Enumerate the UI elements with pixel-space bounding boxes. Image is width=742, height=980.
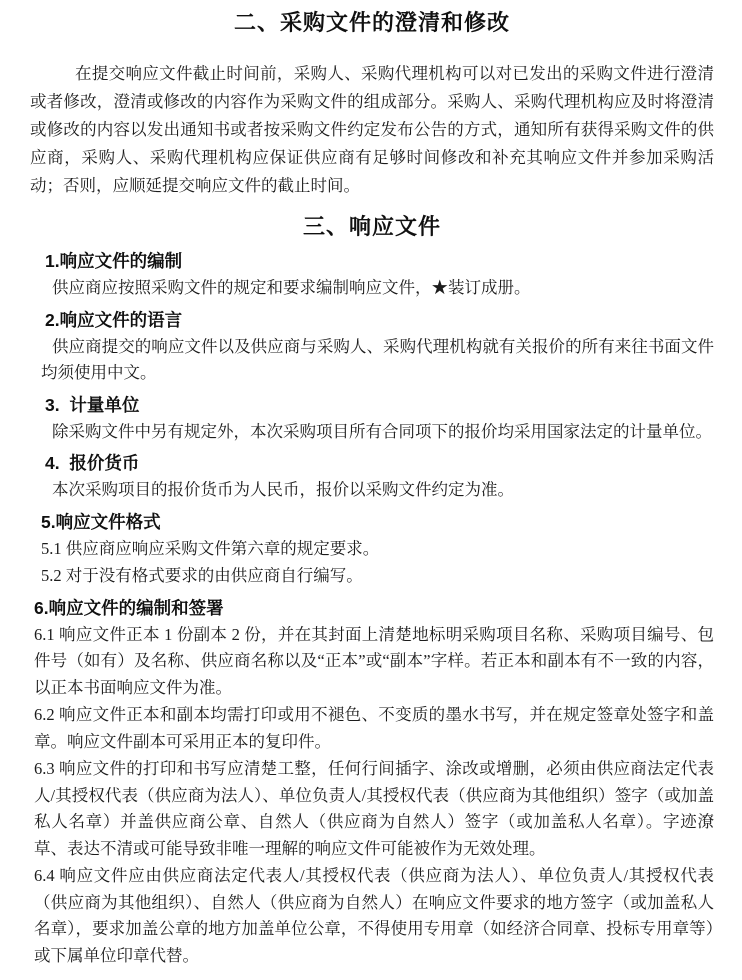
paragraph-4-body: 本次采购项目的报价货币为人民币，报价以采购文件约定为准。 — [52, 480, 514, 499]
section-2-paragraph: 在提交响应文件截止时间前，采购人、采购代理机构可以对已发出的采购文件进行澄清或者修改，澄清或修改的内容作为采购文件的组成部分。采购人、采购代理机构应及时将澄清或修改的内容以发出通知书或者按采购文件约定发布公告的方式，通知所有获得采购文件的供应商，采购人、采购代理机构应保证供应商有足够时间修改和补充其响应文件并参加采购活动；否则，应顺延提交响应文件的截止时间。 — [30, 64, 714, 195]
paragraph-3-body: 除采购文件中另有规定外，本次采购项目所有合同项下的报价均采用国家法定的计量单位。 — [52, 421, 712, 441]
paragraph-1-body: 供应商应按照采购文件的规定和要求编制响应文件，★装订成册。 — [52, 278, 531, 297]
heading-3-measurement-unit: 3. 计量单位 — [45, 394, 140, 415]
clause-6-3: 6.3 响应文件的打印和书写应清楚工整，任何行间插字、涂改或增删，必须由供应商法定代表人/其授权代表（供应商为法人）、单位负责人/其授权代表（供应商为其他组织）签字（或加盖私人名章）并盖供应商公章、自然人（供应商为自然人）签字（或加盖私人名章）。字迹潦草、表达不清或可能导致非唯一理解的响应文件可能被作为无效处理。 — [34, 759, 714, 858]
clause-5-1: 5.1 供应商应响应采购文件第六章的规定要求。 — [41, 538, 380, 558]
heading-1-response-doc-preparation: 1.响应文件的编制 — [45, 251, 183, 271]
heading-2-response-doc-language: 2.响应文件的语言 — [45, 309, 183, 330]
clause-6-4: 6.4 响应文件应由供应商法定代表人/其授权代表（供应商为法人）、单位负责人/其授权代表（供应商为其他组织）、自然人（供应商为自然人）在响应文件要求的地方签字（或加盖私人名章），要求加盖公章的地方加盖单位公章，不得使用专用章（如经济合同章、投标专用章等）或下属单位印章代替。 — [34, 866, 714, 965]
clause-5-2: 5.2 对于没有格式要求的由供应商自行编写。 — [41, 566, 363, 585]
heading-5-response-doc-format: 5.响应文件格式 — [41, 511, 161, 532]
clause-6-1: 6.1 响应文件正本 1 份副本 2 份，并在其封面上清楚地标明采购项目名称、采购项目编号、包件号（如有）及名称、供应商名称以及“正本”或“副本”字样。若正本和副本有不一致的内容，以正本书面响应文件为准。 — [34, 624, 714, 697]
heading-4-quotation-currency: 4. 报价货币 — [45, 453, 140, 473]
heading-6-preparation-and-signing: 6.响应文件的编制和签署 — [34, 597, 224, 618]
section-2-title: 二、采购文件的澄清和修改 — [233, 10, 510, 35]
paragraph-2-body: 供应商提交的响应文件以及供应商与采购人、采购代理机构就有关报价的所有来往书面文件均须使用中文。 — [41, 336, 714, 382]
clause-6-2: 6.2 响应文件正本和副本均需打印或用不褪色、不变质的墨水书写，并在规定签章处签字和盖章。响应文件副本可采用正本的复印件。 — [34, 705, 714, 751]
section-3-title: 三、响应文件 — [302, 214, 441, 239]
